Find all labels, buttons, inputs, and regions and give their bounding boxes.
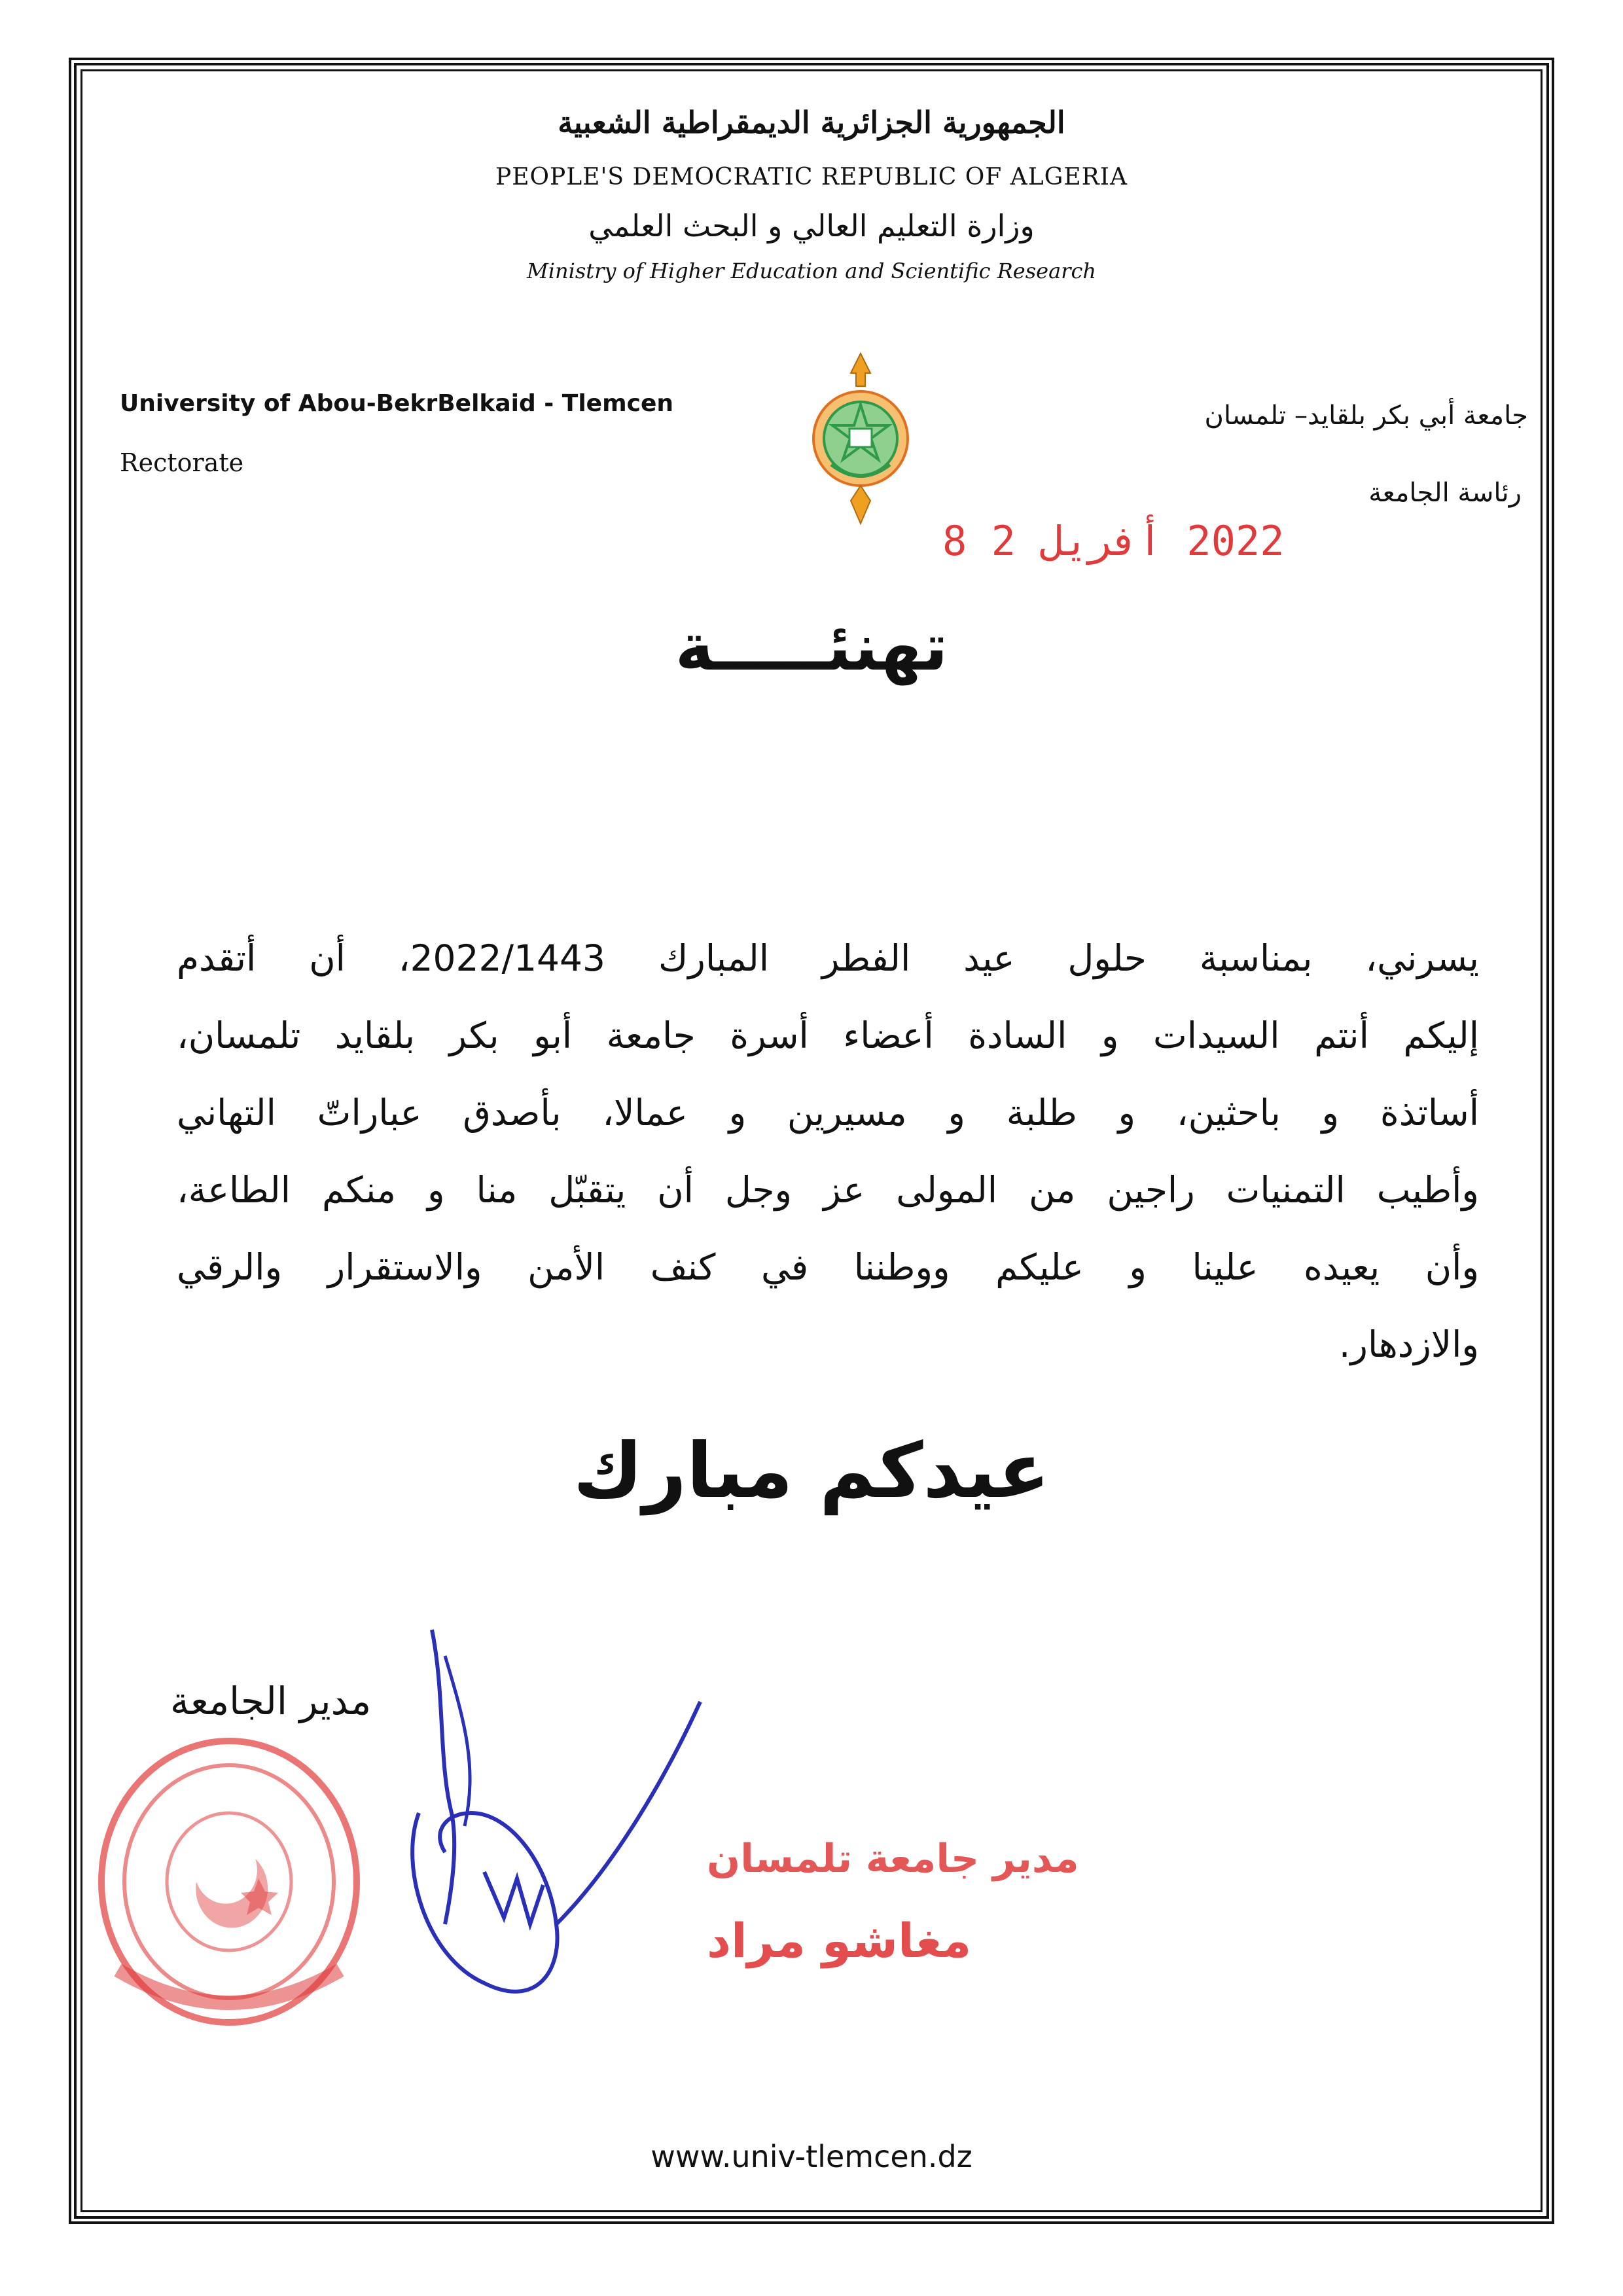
- page-title: تهنئـــــة: [675, 609, 948, 685]
- official-seal-icon: [92, 1728, 366, 2036]
- letter-body: [177, 920, 1479, 1383]
- date-stamp: 2022 أفريل 2 8: [942, 517, 1285, 565]
- university-name-arabic: جامعة أبي بكر بلقايد– تلمسان: [1204, 401, 1528, 431]
- body-line: وأن يعيده علينا و عليكم ووطننا في كنف الأمن والاستقرار والرقي: [177, 1246, 1479, 1288]
- body-line: يسرني، بمناسبة حلول عيد الفطر المبارك 2022/1443، أن أتقدم: [177, 937, 1479, 979]
- eid-greeting: عيدكم مبارك: [573, 1427, 1050, 1515]
- header-arabic-republic: الجمهورية الجزائرية الديمقراطية الشعبية: [558, 105, 1065, 140]
- header-english-ministry: Ministry of Higher Education and Scientific Research: [527, 259, 1096, 283]
- body-line: والازدهار.: [1338, 1323, 1479, 1365]
- website-link[interactable]: www.univ-tlemcen.dz: [651, 2139, 972, 2174]
- header-arabic-ministry: وزارة التعليم العالي و البحث العلمي: [588, 208, 1035, 243]
- handwritten-signature: [406, 1617, 812, 2022]
- signatory-title: مدير الجامعة: [170, 1679, 372, 1723]
- body-line: وأطيب التمنيات راجين من المولى عز وجل أن يتقبّل منا و منكم الطاعة،: [177, 1169, 1479, 1211]
- stamp-line-name: مغاشو مراد: [707, 1913, 972, 1968]
- rectorate-english: Rectorate: [120, 448, 244, 477]
- header-english-republic: PEOPLE'S DEMOCRATIC REPUBLIC OF ALGERIA: [495, 164, 1128, 190]
- university-logo-icon: [805, 347, 916, 530]
- body-line: إليكم أنتم السيدات و السادة أعضاء أسرة جامعة أبو بكر بلقايد تلمسان،: [177, 1014, 1479, 1056]
- rectorate-arabic: رئاسة الجامعة: [1368, 478, 1522, 508]
- body-line: أساتذة و باحثين، و طلبة و مسيرين و عمالا، بأصدق عباراتّ التهاني: [177, 1092, 1479, 1134]
- university-name-english: University of Abou-BekrBelkaid - Tlemcen: [120, 390, 673, 417]
- stamp-line-title: مدير جامعة تلمسان: [707, 1836, 1079, 1882]
